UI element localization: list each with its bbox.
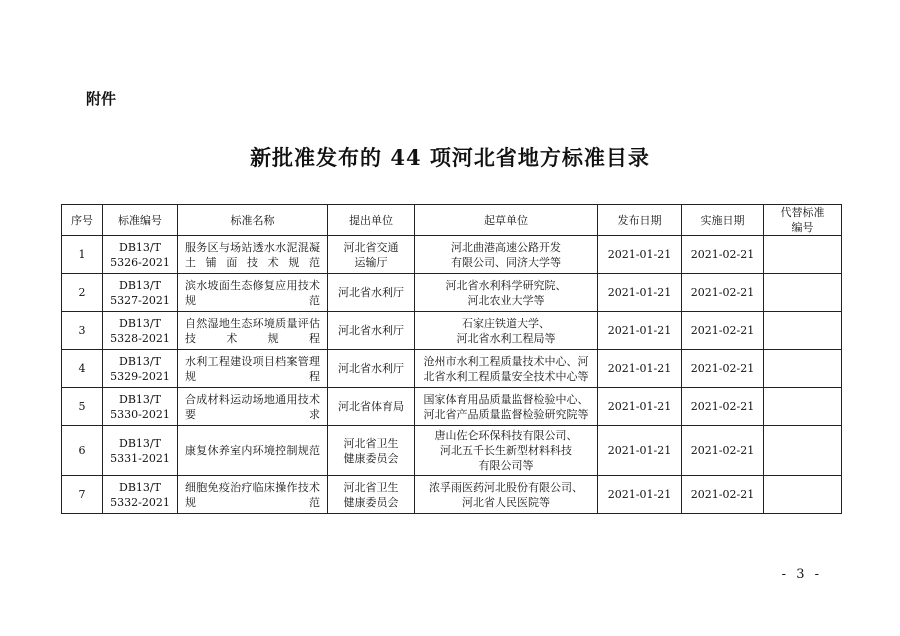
- cell-code-line: DB13/T: [119, 316, 161, 330]
- cell-drafter-line: 有限公司等: [478, 459, 534, 472]
- cell-proposer-line: 健康委员会: [343, 495, 399, 509]
- cell-name-text: 合成材料运动场地通用技术要求: [185, 392, 320, 421]
- cell-proposer: [328, 388, 415, 426]
- cell-proposer-line: 河北省交通: [343, 240, 399, 254]
- document-title: 新批准发布的 44 项河北省地方标准目录: [250, 145, 650, 170]
- column-header-drafter: 起草单位: [415, 205, 598, 236]
- cell-code-line: 5331-2021: [110, 451, 170, 465]
- page-number: - 3 -: [781, 567, 822, 582]
- cell-replaces: [764, 426, 842, 476]
- table-row: [62, 274, 842, 312]
- table-row: [62, 350, 842, 388]
- cell-proposer-line: 河北省卫生: [343, 436, 399, 450]
- cell-proposer-line: 河北省水利厅: [338, 362, 404, 375]
- cell-no: 7: [62, 476, 103, 514]
- column-header-code: 标准编号: [103, 205, 178, 236]
- cell-drafter: [415, 312, 598, 350]
- cell-release-date: 2021-01-21: [598, 312, 682, 350]
- cell-code-line: DB13/T: [119, 278, 161, 292]
- cell-name: [178, 236, 328, 274]
- cell-replaces: [764, 236, 842, 274]
- cell-proposer-line: 河北省水利厅: [338, 286, 404, 299]
- cell-effective-date: 2021-02-21: [682, 350, 764, 388]
- cell-proposer-line: 河北省卫生: [343, 480, 399, 494]
- cell-proposer: [328, 312, 415, 350]
- cell-no: 2: [62, 274, 103, 312]
- column-header-replaces: 代替标准编号: [764, 205, 842, 236]
- cell-drafter: [415, 426, 598, 476]
- cell-code-line: DB13/T: [119, 392, 161, 406]
- cell-code: [103, 236, 178, 274]
- cell-name-text: 滨水坡面生态修复应用技术规范: [185, 278, 320, 307]
- cell-proposer-line: 健康委员会: [343, 451, 399, 465]
- cell-code: [103, 476, 178, 514]
- cell-effective-date: 2021-02-21: [682, 388, 764, 426]
- cell-code-line: 5326-2021: [110, 255, 170, 269]
- column-header-release-date: 发布日期: [598, 205, 682, 236]
- cell-code: [103, 312, 178, 350]
- cell-proposer-line: 运输厅: [354, 255, 388, 269]
- cell-drafter-line: 唐山佐仑环保科技有限公司、: [434, 429, 578, 442]
- cell-proposer: [328, 476, 415, 514]
- cell-no: 5: [62, 388, 103, 426]
- cell-code-line: 5327-2021: [110, 293, 170, 307]
- cell-drafter: [415, 274, 598, 312]
- cell-proposer: [328, 426, 415, 476]
- cell-drafter-line: 石家庄铁道大学、: [462, 316, 550, 330]
- cell-code-line: 5332-2021: [110, 495, 170, 509]
- cell-replaces: [764, 274, 842, 312]
- cell-drafter-line: 沧州市水利工程质量技术中心、河: [423, 354, 589, 368]
- table-row: [62, 236, 842, 274]
- cell-proposer: [328, 274, 415, 312]
- cell-no: 4: [62, 350, 103, 388]
- cell-name: [178, 476, 328, 514]
- cell-release-date: 2021-01-21: [598, 236, 682, 274]
- cell-release-date: 2021-01-21: [598, 426, 682, 476]
- cell-name-text: 自然湿地生态环境质量评估技术规程: [185, 316, 320, 345]
- cell-code-line: DB13/T: [119, 240, 161, 254]
- cell-drafter-line: 河北省产品质量监督检验研究院等: [423, 407, 589, 421]
- cell-name: [178, 388, 328, 426]
- cell-proposer: [328, 350, 415, 388]
- cell-drafter: [415, 236, 598, 274]
- table-row: [62, 476, 842, 514]
- cell-code-line: 5328-2021: [110, 331, 170, 345]
- cell-no: 1: [62, 236, 103, 274]
- cell-drafter-line: 河北曲港高速公路开发: [451, 240, 561, 254]
- cell-drafter-line: 河北农业大学等: [467, 293, 545, 307]
- cell-proposer: [328, 236, 415, 274]
- cell-drafter-line: 河北五千长生新型材料科技: [440, 444, 572, 457]
- cell-drafter-line: 河北省水利工程局等: [456, 331, 556, 345]
- column-header-effective-date: 实施日期: [682, 205, 764, 236]
- column-header-name: 标准名称: [178, 205, 328, 236]
- cell-code-line: 5329-2021: [110, 369, 170, 383]
- cell-no: 3: [62, 312, 103, 350]
- cell-release-date: 2021-01-21: [598, 350, 682, 388]
- cell-drafter-line: 北省水利工程质量安全技术中心等: [423, 369, 589, 383]
- cell-code: [103, 426, 178, 476]
- cell-name: [178, 350, 328, 388]
- cell-drafter-line: 有限公司、同济大学等: [451, 255, 561, 269]
- cell-code-line: DB13/T: [119, 480, 161, 494]
- cell-code-line: DB13/T: [119, 354, 161, 368]
- cell-name-text: 水利工程建设项目档案管理规程: [185, 354, 320, 383]
- table-row: [62, 312, 842, 350]
- cell-release-date: 2021-01-21: [598, 476, 682, 514]
- cell-release-date: 2021-01-21: [598, 274, 682, 312]
- cell-replaces: [764, 312, 842, 350]
- cell-replaces: [764, 476, 842, 514]
- cell-code-line: 5330-2021: [110, 407, 170, 421]
- column-header-proposer: 提出单位: [328, 205, 415, 236]
- cell-effective-date: 2021-02-21: [682, 312, 764, 350]
- cell-drafter-line: 国家体育用品质量监督检验中心、: [423, 392, 589, 406]
- table-row: [62, 388, 842, 426]
- cell-no: 6: [62, 426, 103, 476]
- cell-name-text: 细胞免疫治疗临床操作技术规范: [185, 480, 320, 509]
- cell-drafter: [415, 388, 598, 426]
- cell-drafter: [415, 476, 598, 514]
- cell-drafter: [415, 350, 598, 388]
- attachment-label: 附件: [86, 90, 117, 108]
- cell-drafter-line: 浓孚雨医药河北股份有限公司、: [429, 480, 583, 494]
- cell-replaces: [764, 350, 842, 388]
- cell-drafter-line: 河北省水利科学研究院、: [445, 278, 567, 292]
- cell-effective-date: 2021-02-21: [682, 236, 764, 274]
- cell-name: [178, 274, 328, 312]
- cell-effective-date: 2021-02-21: [682, 476, 764, 514]
- cell-proposer-line: 河北省体育局: [338, 400, 404, 413]
- table-header-row: [62, 205, 842, 236]
- cell-replaces: [764, 388, 842, 426]
- cell-code-line: DB13/T: [119, 436, 161, 450]
- cell-release-date: 2021-01-21: [598, 388, 682, 426]
- table-row: [62, 426, 842, 476]
- cell-name: [178, 312, 328, 350]
- cell-effective-date: 2021-02-21: [682, 426, 764, 476]
- cell-code: [103, 274, 178, 312]
- cell-code: [103, 350, 178, 388]
- cell-name-text: 康复休养室内环境控制规范: [185, 444, 320, 457]
- cell-drafter-line: 河北省人民医院等: [462, 495, 550, 509]
- cell-code: [103, 388, 178, 426]
- cell-proposer-line: 河北省水利厅: [338, 324, 404, 337]
- cell-name: [178, 426, 328, 476]
- cell-name-text: 服务区与场站透水水泥混凝土铺面技术规范: [185, 240, 320, 269]
- column-header-no: 序号: [62, 205, 103, 236]
- standards-table: [61, 204, 842, 514]
- cell-effective-date: 2021-02-21: [682, 274, 764, 312]
